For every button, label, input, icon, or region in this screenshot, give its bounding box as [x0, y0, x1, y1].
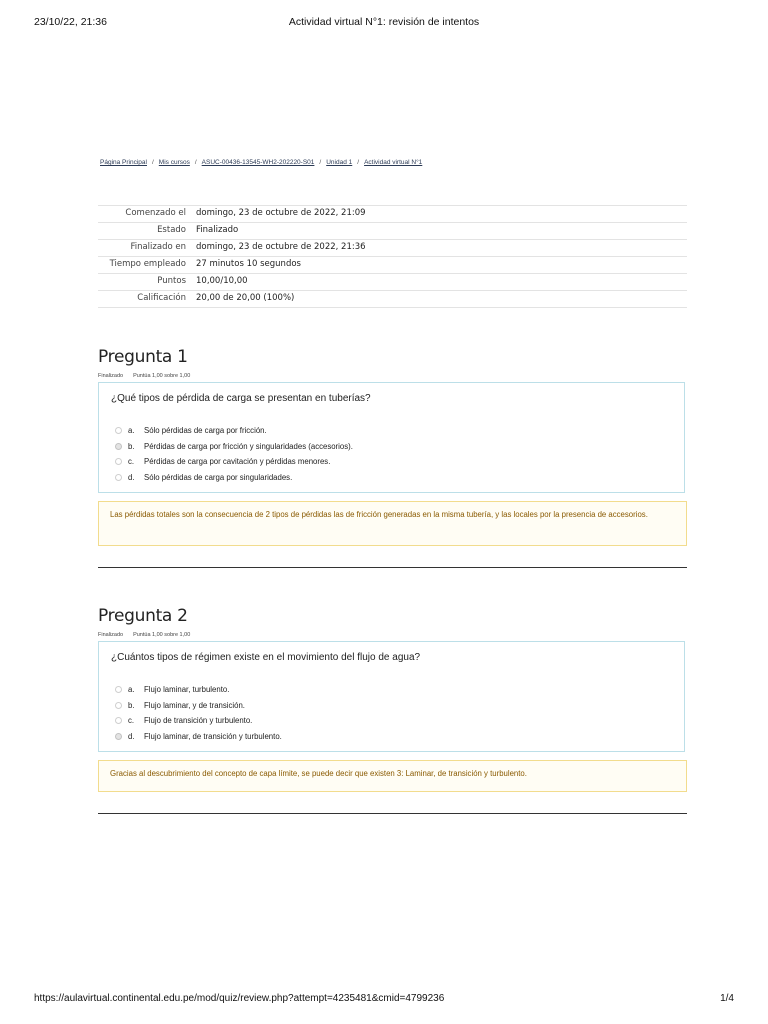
breadcrumb-separator: / — [357, 159, 360, 166]
summary-value: 27 minutos 10 segundos — [192, 257, 687, 274]
radio-button[interactable] — [115, 702, 122, 709]
answer-letter: c. — [128, 716, 135, 726]
answer-letter: c. — [128, 457, 135, 467]
question-text: ¿Cuántos tipos de régimen existe en el movimiento del flujo de agua? — [111, 652, 421, 663]
breadcrumb-course[interactable]: ASUC-00436-13545-WH2-202220-S01 — [201, 159, 315, 166]
answer-option[interactable] — [115, 729, 282, 745]
summary-value: domingo, 23 de octubre de 2022, 21:09 — [192, 206, 687, 223]
summary-label: Tiempo empleado — [98, 257, 192, 274]
answer-option[interactable] — [115, 439, 353, 455]
answer-option[interactable] — [115, 713, 282, 729]
question-divider — [98, 567, 687, 568]
answer-text: Flujo laminar, turbulento. — [144, 685, 230, 695]
question-text: ¿Qué tipos de pérdida de carga se presentan en tuberías? — [111, 393, 371, 404]
answer-list — [115, 423, 353, 485]
summary-row-state — [98, 223, 687, 240]
answer-text: Flujo laminar, de transición y turbulento. — [144, 731, 282, 741]
answer-letter: a. — [128, 426, 135, 436]
answer-letter: a. — [128, 685, 135, 695]
print-header — [34, 16, 734, 30]
summary-row-finished — [98, 240, 687, 257]
page-url: https://aulavirtual.continental.edu.pe/mod/quiz/review.php?attempt=4235481&cmid=4799236 — [34, 993, 445, 1004]
question-status: Finalizado — [98, 373, 124, 379]
answer-text: Sólo pérdidas de carga por singularidades. — [144, 472, 293, 482]
answer-option[interactable] — [115, 423, 353, 439]
question-status: Finalizado — [98, 632, 124, 638]
question-2-info — [98, 632, 190, 638]
question-score: Puntúa 1,00 sobre 1,00 — [133, 373, 191, 379]
breadcrumb-home[interactable]: Página Principal — [100, 159, 147, 166]
answer-letter: b. — [128, 441, 135, 451]
answer-letter: d. — [128, 731, 135, 741]
summary-label: Calificación — [98, 291, 192, 308]
radio-button[interactable] — [115, 474, 122, 481]
summary-row-started — [98, 206, 687, 223]
radio-button[interactable] — [115, 458, 122, 465]
page-title: Actividad virtual N°1: revisión de intentos — [288, 16, 480, 28]
summary-label: Finalizado en — [98, 240, 192, 257]
question-2-feedback: Gracias al descubrimiento del concepto de capa límite, se puede decir que existen 3: Laminar, de transición y turbulento. — [98, 760, 687, 792]
answer-text: Flujo laminar, y de transición. — [144, 700, 245, 710]
radio-button[interactable] — [115, 686, 122, 693]
question-2-title: Pregunta 2 — [98, 606, 188, 626]
summary-row-time-taken — [98, 257, 687, 274]
breadcrumb-unit[interactable]: Unidad 1 — [326, 159, 353, 166]
print-datetime: 23/10/22, 21:36 — [34, 16, 107, 28]
answer-option[interactable] — [115, 470, 353, 486]
question-divider — [98, 813, 687, 814]
breadcrumb-activity[interactable]: Actividad virtual N°1 — [364, 159, 423, 166]
breadcrumb — [100, 159, 422, 166]
radio-button-selected[interactable] — [115, 733, 122, 740]
answer-letter: d. — [128, 472, 135, 482]
answer-list — [115, 682, 282, 744]
summary-value: 20,00 de 20,00 (100%) — [192, 291, 687, 308]
summary-row-marks — [98, 274, 687, 291]
breadcrumb-separator: / — [194, 159, 197, 166]
summary-value: Finalizado — [192, 223, 687, 240]
answer-option[interactable] — [115, 454, 353, 470]
summary-row-grade — [98, 291, 687, 308]
answer-text: Sólo pérdidas de carga por fricción. — [144, 426, 267, 436]
summary-value: domingo, 23 de octubre de 2022, 21:36 — [192, 240, 687, 257]
summary-value: 10,00/10,00 — [192, 274, 687, 291]
question-score: Puntúa 1,00 sobre 1,00 — [133, 632, 191, 638]
summary-label: Puntos — [98, 274, 192, 291]
answer-text: Flujo de transición y turbulento. — [144, 716, 253, 726]
breadcrumb-separator: / — [151, 159, 154, 166]
breadcrumb-my-courses[interactable]: Mis cursos — [158, 159, 190, 166]
attempt-summary-table — [98, 205, 687, 308]
answer-letter: b. — [128, 700, 135, 710]
question-1-feedback: Las pérdidas totales son la consecuencia de 2 tipos de pérdidas las de fricción generadas en la misma tubería, y las locales por la presencia de accesorios. — [98, 501, 687, 546]
page-number: 1/4 — [720, 993, 734, 1004]
breadcrumb-separator: / — [319, 159, 322, 166]
radio-button[interactable] — [115, 427, 122, 434]
question-1-title: Pregunta 1 — [98, 347, 188, 367]
question-1-box — [98, 382, 685, 493]
radio-button-selected[interactable] — [115, 443, 122, 450]
answer-text: Pérdidas de carga por cavitación y pérdidas menores. — [144, 457, 331, 467]
summary-label: Comenzado el — [98, 206, 192, 223]
question-1-info — [98, 373, 190, 379]
answer-option[interactable] — [115, 682, 282, 698]
answer-option[interactable] — [115, 698, 282, 714]
radio-button[interactable] — [115, 717, 122, 724]
answer-text: Pérdidas de carga por fricción y singularidades (accesorios). — [144, 441, 353, 451]
summary-label: Estado — [98, 223, 192, 240]
question-2-box — [98, 641, 685, 752]
